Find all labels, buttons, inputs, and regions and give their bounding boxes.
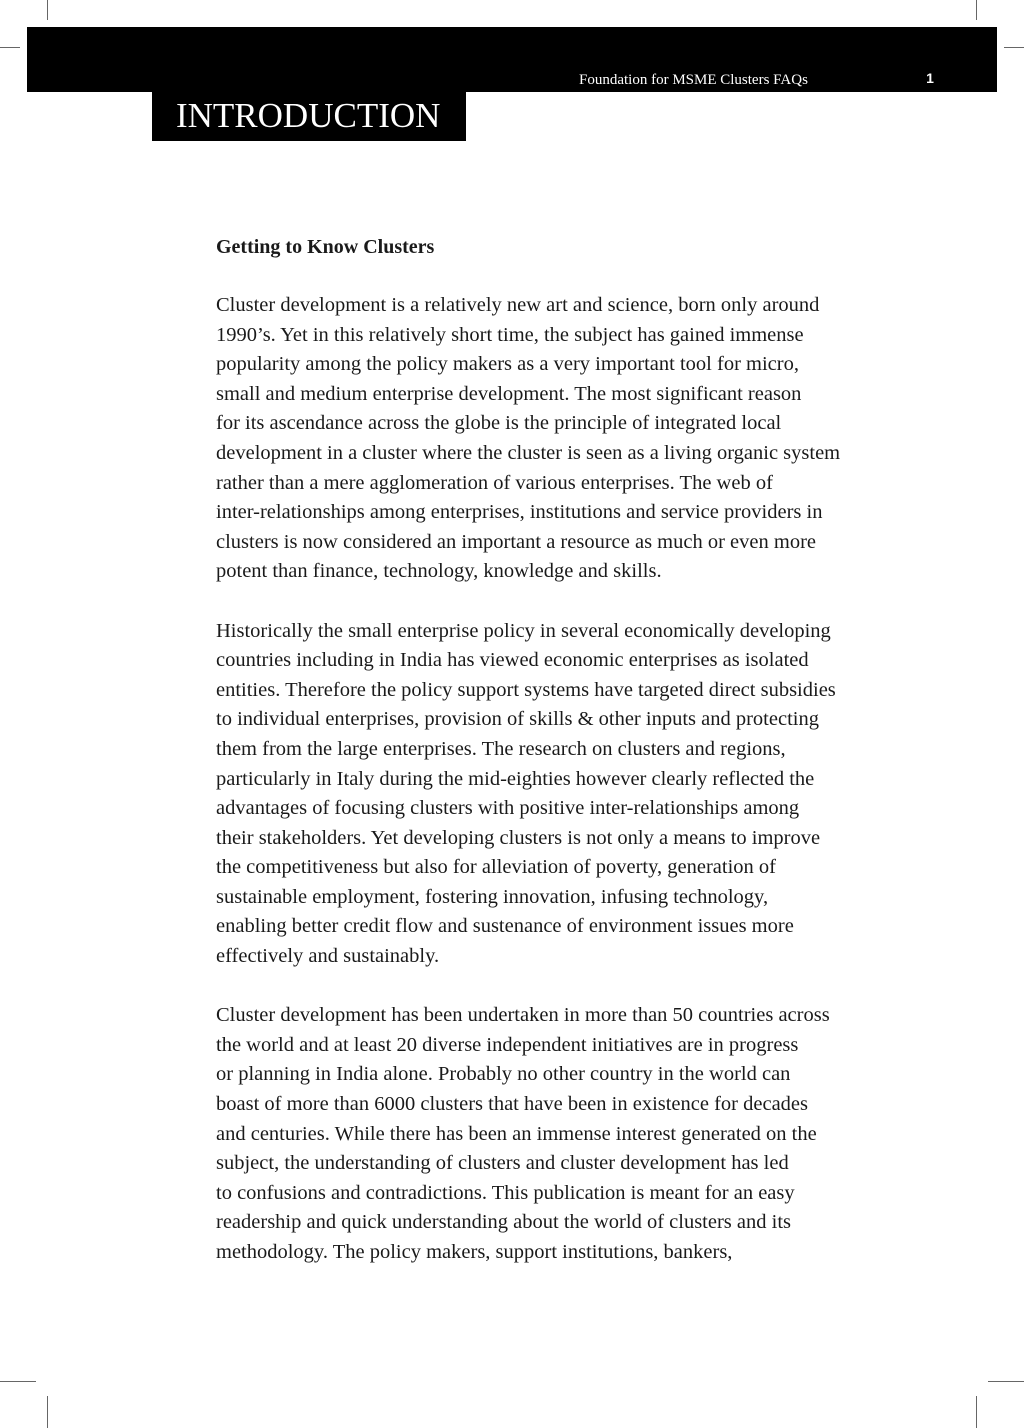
running-header-title: Foundation for MSME Clusters FAQs [579, 72, 808, 88]
chapter-title: INTRODUCTION [176, 96, 441, 135]
paragraph-line: for its ascendance across the globe is the principle of integrated local [216, 412, 782, 435]
paragraph-line: particularly in Italy during the mid-eighties however clearly reflected the [216, 767, 815, 790]
paragraph-line: potent than finance, technology, knowledge and skills. [216, 560, 662, 583]
paragraph-line: advantages of focusing clusters with positive inter-relationships among [216, 797, 800, 820]
paragraph-line: Cluster development has been undertaken in more than 50 countries across [216, 1004, 830, 1027]
paragraph-line: readership and quick understanding about the world of clusters and its [216, 1211, 791, 1234]
paragraph-line: their stakeholders. Yet developing clusters is not only a means to improve [216, 826, 821, 849]
paragraph-line: to individual enterprises, provision of skills & other inputs and protecting [216, 708, 819, 731]
paragraph-line: entities. Therefore the policy support systems have targeted direct subsidies [216, 678, 836, 701]
paragraph-line: effectively and sustainably. [216, 945, 440, 968]
paragraph-line: boast of more than 6000 clusters that have been in existence for decades [216, 1093, 809, 1116]
paragraph-line: the world and at least 20 diverse independent initiatives are in progress [216, 1033, 799, 1056]
paragraph-line: popularity among the policy makers as a very important tool for micro, [216, 353, 799, 376]
paragraph-line: them from the large enterprises. The research on clusters and regions, [216, 737, 786, 760]
paragraph-line: enabling better credit flow and sustenance of environment issues more [216, 915, 794, 938]
crop-mark [0, 47, 20, 48]
paragraph-line: sustainable employment, fostering innovation, infusing technology, [216, 885, 769, 908]
page-number: 1 [926, 70, 934, 86]
crop-mark [988, 1381, 1024, 1382]
paragraph-line: inter-relationships among enterprises, institutions and service providers in [216, 501, 823, 524]
paragraph-line: the competitiveness but also for alleviation of poverty, generation of [216, 856, 776, 879]
header-band [27, 27, 997, 92]
crop-mark [976, 1396, 977, 1428]
paragraph-line: clusters is now considered an important a resource as much or even more [216, 530, 816, 553]
paragraph-line: rather than a mere agglomeration of various enterprises. The web of [216, 471, 773, 494]
crop-mark [1004, 47, 1024, 48]
paragraph-line: and centuries. While there has been an immense interest generated on the [216, 1122, 817, 1145]
paragraph-line: small and medium enterprise development. The most significant reason [216, 382, 802, 405]
body-paragraph [216, 617, 946, 972]
paragraph-line: Cluster development is a relatively new art and science, born only around [216, 294, 820, 316]
paragraph-line: to confusions and contradictions. This publication is meant for an easy [216, 1181, 795, 1204]
article-body [216, 233, 946, 1297]
crop-mark [976, 0, 977, 20]
crop-mark [47, 1396, 48, 1428]
body-paragraph [216, 1001, 946, 1267]
paragraph-line: or planning in India alone. Probably no other country in the world can [216, 1063, 791, 1086]
paragraph-line: methodology. The policy makers, support institutions, bankers, [216, 1241, 733, 1263]
paragraph-line: development in a cluster where the cluster is seen as a living organic system [216, 441, 841, 464]
paragraph-container [216, 291, 946, 1268]
crop-mark [0, 1381, 36, 1382]
crop-mark [47, 0, 48, 20]
paragraph-line: countries including in India has viewed economic enterprises as isolated [216, 649, 809, 672]
body-paragraph [216, 291, 946, 587]
paragraph-line: 1990’s. Yet in this relatively short time, the subject has gained immense [216, 323, 804, 346]
paragraph-line: Historically the small enterprise policy in several economically developing [216, 619, 831, 642]
paragraph-line: subject, the understanding of clusters and cluster development has led [216, 1152, 789, 1175]
section-heading: Getting to Know Clusters [216, 236, 435, 258]
